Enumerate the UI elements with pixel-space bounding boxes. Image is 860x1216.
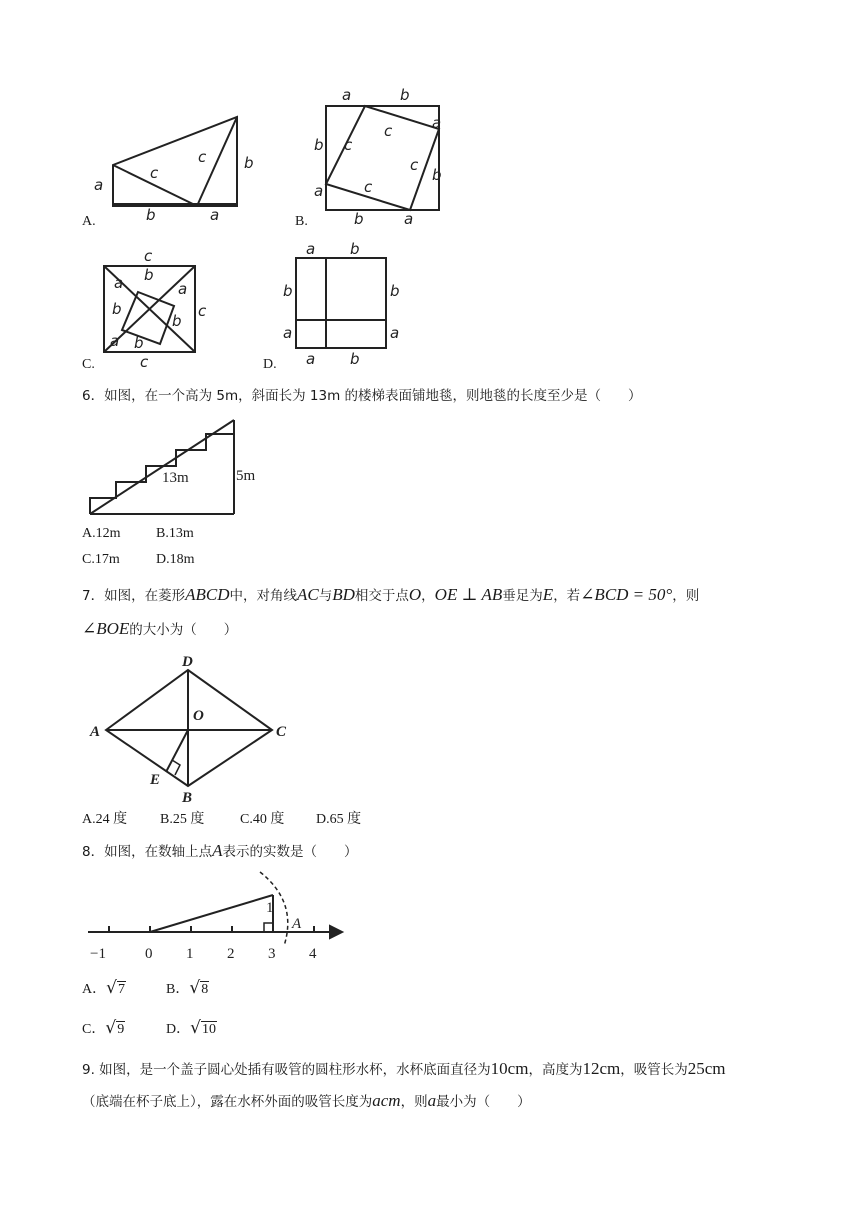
segment-oe <box>166 730 188 772</box>
outer-square <box>326 106 442 210</box>
q5-figure-d <box>278 238 408 368</box>
tick-label-3: 3 <box>268 946 276 962</box>
value-25cm: 25cm <box>687 1059 726 1078</box>
q8-option-a[interactable]: A．√7 <box>82 978 125 998</box>
label-b-right: b <box>432 166 442 184</box>
q7-option-a[interactable]: A.24 度 <box>82 812 128 827</box>
label-b-right: b <box>390 282 400 300</box>
label-a-top: a <box>342 86 352 104</box>
radicand-9: 9 <box>117 1022 125 1037</box>
label-A: A <box>90 724 101 740</box>
math-e: E <box>542 585 554 604</box>
q8-stem: 8．如图，在数轴上点A表示的实数是（ ） <box>82 841 358 860</box>
q5-option-c[interactable]: C. <box>82 357 95 372</box>
radicand-8: 8 <box>201 982 209 997</box>
q6-stem: 6．如图，在一个高为 5m，斜面长为 13m 的楼梯表面铺地毯，则地毯的长度至少是（ ） <box>82 388 642 404</box>
math-bd: BD <box>332 585 355 604</box>
label-a3: a <box>110 332 120 350</box>
math-o: O <box>408 585 422 604</box>
q7-stem-line1: 7．如图，在菱形ABCD中，对角线AC与BD相交于点O，OE ⊥ AB垂足为E，若∠BCD = 50°，则 <box>82 585 700 604</box>
slope-line <box>90 420 234 514</box>
label-b-bottom: b <box>146 206 156 224</box>
label-D: D <box>182 654 193 670</box>
label-b1: b <box>144 266 154 284</box>
label-a-bottom: a <box>404 210 414 228</box>
q5-option-a[interactable]: A. <box>82 214 96 229</box>
radicand-7: 7 <box>117 982 125 997</box>
label-E: E <box>150 772 161 788</box>
tick-label-2: 2 <box>227 946 235 962</box>
label-b-right: b <box>244 154 254 172</box>
q5-figure-a <box>88 108 258 224</box>
label-c-right: c <box>410 156 419 174</box>
outer-square <box>296 258 386 348</box>
label-a1: a <box>114 274 124 292</box>
q5-figure-b <box>308 84 448 228</box>
q7-option-d[interactable]: D.65 度 <box>316 812 362 827</box>
inner-square <box>326 106 442 210</box>
math-ac: AC <box>296 585 319 604</box>
label-b2: b <box>112 300 122 318</box>
q8-option-b[interactable]: B．√8 <box>166 978 209 998</box>
label-b3: b <box>172 312 182 330</box>
right-angle-mark <box>172 760 180 775</box>
label-b4: b <box>134 334 144 352</box>
label-a-top: a <box>306 240 316 258</box>
label-b-bottom: b <box>350 350 360 368</box>
q5-option-d[interactable]: D. <box>263 357 277 372</box>
q9-stem-line2: （底端在杯子底上），露在水杯外面的吸管长度为acm，则a最小为（ ） <box>82 1091 531 1110</box>
q7-stem-line2: ∠BOE的大小为（ ） <box>82 619 238 638</box>
value-acm: acm <box>372 1091 401 1110</box>
label-a-bottom: a <box>210 206 220 224</box>
q8-option-d[interactable]: D．√10 <box>166 1018 216 1038</box>
math-angle-bcd: ∠BCD = 50° <box>580 585 673 604</box>
label-b-left: b <box>283 282 293 300</box>
label-C: C <box>276 724 287 740</box>
label-a-left: a <box>283 324 293 342</box>
tick-label-0: 0 <box>145 946 153 962</box>
q6-option-b[interactable]: B.13m <box>156 526 194 541</box>
q7-option-b[interactable]: B.25 度 <box>160 812 205 827</box>
tick-label-1: 1 <box>186 946 194 962</box>
tick-label-4: 4 <box>309 946 317 962</box>
point-label-a: A <box>292 916 302 932</box>
math-a: a <box>427 1091 437 1110</box>
slope-label: 13m <box>162 470 189 486</box>
q6-option-c[interactable]: C.17m <box>82 552 120 567</box>
radicand-10: 10 <box>201 1022 216 1037</box>
label-c-top: c <box>384 122 393 140</box>
value-10cm: 10cm <box>490 1059 529 1078</box>
label-c-bottom: c <box>140 353 149 371</box>
q7-rhombus-figure <box>86 654 296 804</box>
q8-number-line-figure <box>84 866 354 966</box>
q5-figure-c <box>88 247 218 371</box>
label-B: B <box>182 790 193 806</box>
hypotenuse <box>150 895 273 932</box>
math-abcd: ABCD <box>185 585 230 604</box>
axis-arrow <box>330 926 342 938</box>
q8-option-c[interactable]: C．√9 <box>82 1018 125 1038</box>
q7-option-c[interactable]: C.40 度 <box>240 812 285 827</box>
label-b-top: b <box>400 86 410 104</box>
q6-stairs-figure <box>86 418 266 520</box>
height-label: 5m <box>236 468 256 484</box>
label-c1: c <box>150 164 159 182</box>
label-b-top: b <box>350 240 360 258</box>
math-angle-boe: ∠BOE <box>82 619 130 638</box>
label-b-left: b <box>314 136 324 154</box>
q6-option-a[interactable]: A.12m <box>82 526 121 541</box>
q5-option-b[interactable]: B. <box>295 214 308 229</box>
label-a-right: a <box>390 324 400 342</box>
label-a-bottom: a <box>306 350 316 368</box>
right-angle-mark <box>264 923 273 932</box>
inner-square <box>122 292 174 344</box>
math-point-a: A <box>212 841 223 860</box>
label-b-bottom: b <box>354 210 364 228</box>
label-c-right: c <box>198 302 207 320</box>
label-c-bottom: c <box>364 178 373 196</box>
unit-label: 1 <box>266 900 274 916</box>
label-a-left: a <box>314 182 324 200</box>
label-a2: a <box>178 280 188 298</box>
label-c2: c <box>198 148 207 166</box>
math-oe-perp-ab: OE ⊥ AB <box>434 585 503 604</box>
label-c-left: c <box>344 136 353 154</box>
label-a-right: a <box>432 114 442 132</box>
trapezoid-outline <box>113 117 237 206</box>
label-O: O <box>193 708 204 724</box>
q9-stem-line1: 9. 如图，是一个盖子圆心处插有吸管的圆柱形水杯，水杯底面直径为10cm，高度为12cm，吸管长为25cm <box>82 1059 726 1078</box>
tick-label-minus1: −1 <box>90 946 106 962</box>
label-a-left: a <box>94 176 104 194</box>
q6-option-d[interactable]: D.18m <box>156 552 195 567</box>
value-12cm: 12cm <box>582 1059 621 1078</box>
label-c-top: c <box>144 247 153 265</box>
